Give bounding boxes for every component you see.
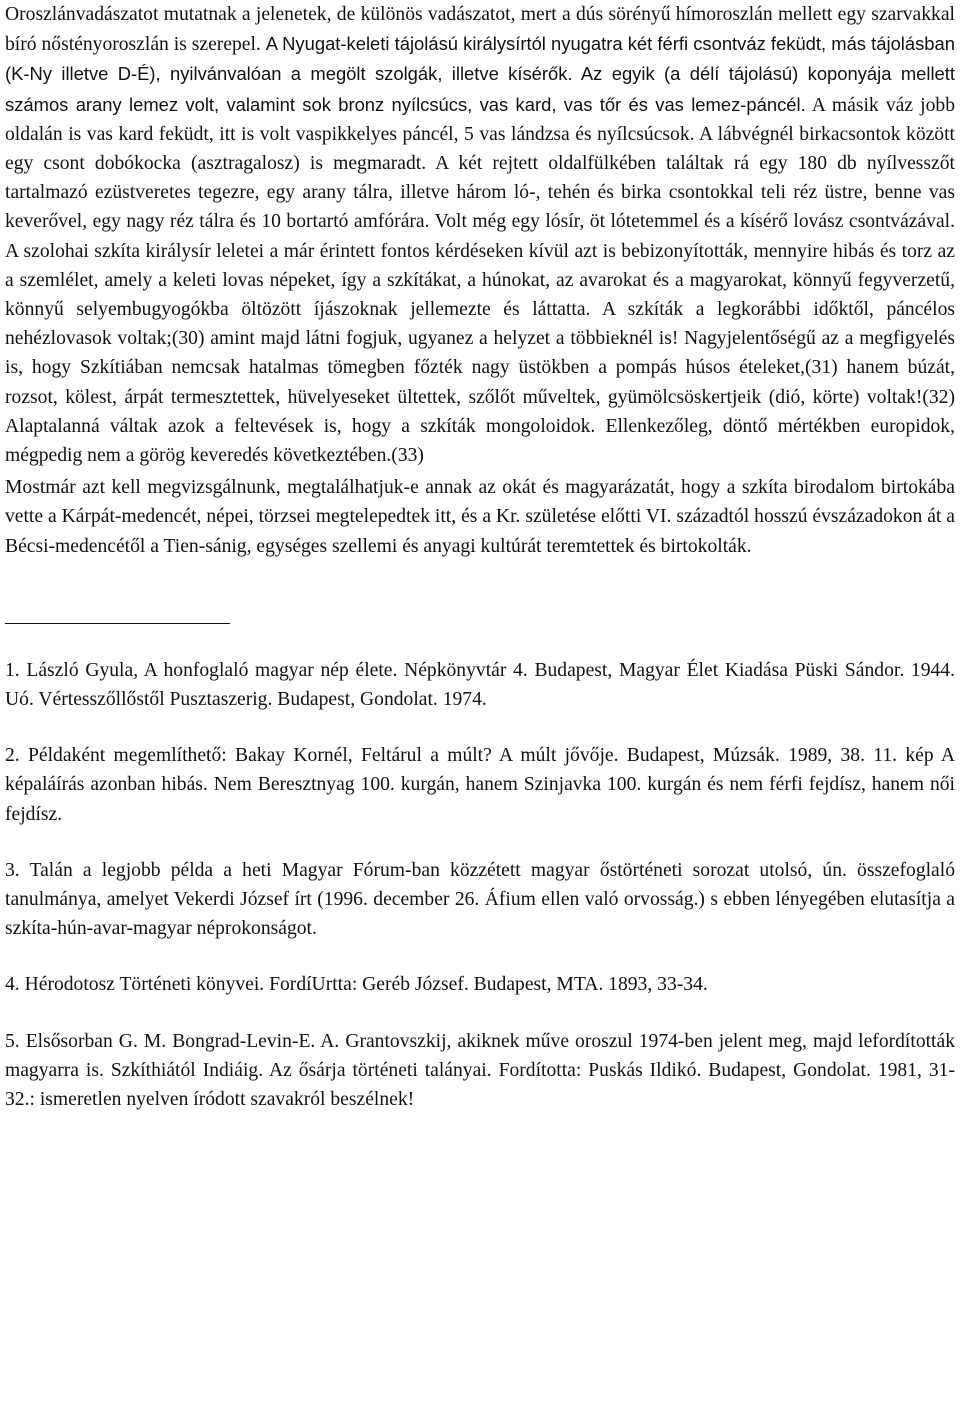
footnote-5: 5. Elsősorban G. M. Bongrad-Levin-E. A. Grantovszkij, akiknek műve oroszul 1974-ben jelent meg, majd lefordították magyarra is. Szkíthiától Indiáig. Az ősárja történeti talányai. Fordította: Puskás Ildikó. Budapest, Gondolat. 1981, 31-32.: ismeretlen nyelven íródott szavakról beszélnek! bbox=[5, 1030, 955, 1111]
footnote-1: 1. László Gyula, A honfoglaló magyar nép élete. Népkönyvtár 4. Budapest, Magyar Élet Kiadása Püski Sándor. 1944. Uó. Vértesszőllőstől Pusztaszerig. Budapest, Gondolat. 1974. bbox=[5, 659, 955, 711]
footnotes bbox=[5, 656, 955, 1114]
footnote-4: 4. Hérodotosz Történeti könyvei. FordíUrtta: Geréb József. Budapest, MTA. 1893, 33-34. bbox=[5, 974, 708, 996]
document-page bbox=[5, 0, 955, 1114]
body-paragraph-1 bbox=[5, 0, 955, 470]
footnote-2: 2. Példaként megemlíthető: Bakay Kornél, Feltárul a múlt? A múlt jővője. Budapest, Múzsák. 1989, 38. 11. kép A képaláírás azonban hibás. Nem Beresztnyag 100. kurgán, hanem Szinjavka 100. kurgán és nem férfi fejdísz, hanem női fejdísz. bbox=[5, 745, 955, 825]
paragraph-1-serif-part-a: Oroszlánvadászatot mutatnak a jelenetek, de különös vadászatot, mert a dús sörényű hímoroszlán mellett egy szarvakkal bíró nőstényoroszlán is szerepel. bbox=[5, 4, 955, 56]
body-paragraph-2: Mostmár azt kell megvizsgálnunk, megtalálhatjuk-e annak az okát és magyarázatát, hogy a szkíta birodalom birtokába vette a Kárpát-medencét, népei, törzsei megtelepedtek itt, és a Kr. születése előtti VI. századtól hosszú évszázadokon át a Bécsi-medencétől a Tien-sánig, egységes szellemi és anyagi kultúrát teremtettek és birtokolták. bbox=[5, 477, 955, 557]
footnote-3: 3. Talán a legjobb példa a heti Magyar Fórum-ban közzétett magyar őstörténeti sorozat utolsó, ún. összefoglaló tanulmánya, amelyet Vekerdi József írt (1996. december 26. Áfium ellen való orvosság.) s ebben lényegében elutasítja a szkíta-hún-avar-magyar néprokonságot. bbox=[5, 859, 955, 940]
footnote-separator bbox=[5, 623, 230, 624]
paragraph-1-serif-part-b: A másik váz jobb oldalán is vas kard feküdt, itt is volt vaspikkelyes páncél, 5 vas lándzsa és nyílcsúcsok. A lábvégnél birkacsontok között egy csont dobókocka (asztragalosz) is megmaradt. A két rejtett oldalfülkében találtak rá egy 180 db nyílvesszőt tartalmazó ezüstveretes tegezre, egy arany tálra, illetve három ló-, tehén és birka csontokkal teli réz üstre, benne vas keverővel, egy nagy réz tálra és 10 bortartó amfórára. Volt még egy lósír, öt lótetemmel és a kísérő lovász csontvázával. A szolohai szkíta királysír leletei a már érintett fontos kérdéseken kívül azt is bebizonyították, mennyire hibás és torz az a szemlélet, amely a keleti lovas népeket, így a szkítákat, a húnokat, az avarokat és a magyarokat, könnyű fegyverzetű, könnyű selyembugyogókba öltözött íjászoknak jellemezte és láttatta. A szkíták a legkorábbi időktől, páncélos nehézlovasok voltak;(30) amint majd látni fogjuk, ugyanez a helyzet a többieknél is! Nagyjelentőségű az a megfigyelés is, hogy Szkítiában nemcsak hatalmas tömegben főzték nagy üstökben a pompás húsos ételeket,(31) hanem búzát, rozsot, kölest, árpát termesztettek, hüvelyeseket ültettek, szőlőt műveltek, gyümölcsöskertjeik (dió, körte) voltak!(32) Alaptalanná váltak azok a feltevések is, hogy a szkíták mongoloidok. Ellenkezőleg, döntő mértékben europidok, mégpedig nem a görög keveredés következtében.(33) bbox=[5, 94, 955, 467]
paragraph-1-sans-part: A Nyugat-keleti tájolású királysírtól nyugatra két férfi csontváz feküdt, más tájolásban (K-Ny illetve D-É), nyilvánvalóan a megölt szolgák, illetve kísérők. Az egyik (a délí tájolású) koponyája mellett számos arany lemez volt, valamint sok bronz nyílcsúcs, vas kard, vas tőr és vas lemez-páncél. bbox=[5, 33, 955, 115]
